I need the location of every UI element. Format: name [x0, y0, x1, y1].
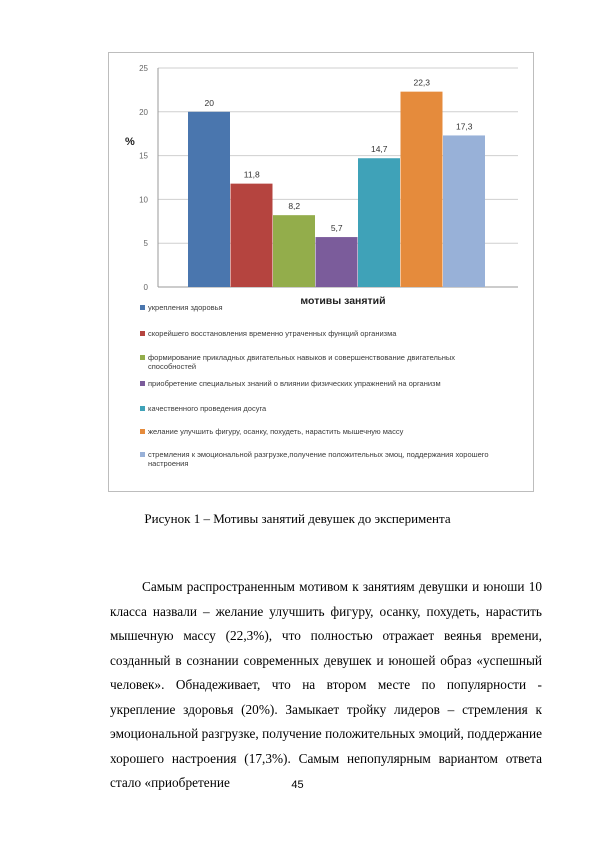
legend-label: качественного проведения досуга	[148, 404, 267, 413]
legend-swatch	[140, 355, 145, 360]
y-tick-label: 15	[139, 151, 148, 161]
y-tick-label: 0	[143, 283, 148, 292]
y-tick-label: 20	[139, 107, 148, 117]
bar-value-label: 22,3	[413, 77, 431, 88]
bar	[443, 135, 485, 287]
legend-swatch	[140, 452, 145, 457]
bar-value-label: 17,3	[455, 121, 473, 132]
bar-value-label: 20	[204, 97, 214, 108]
legend-swatch	[140, 381, 145, 386]
y-tick-label: 5	[143, 239, 148, 249]
legend-label: укрепления здоровья	[148, 303, 223, 312]
bar-value-label: 11,8	[243, 169, 260, 180]
legend-swatch	[140, 406, 145, 411]
bar	[358, 158, 400, 287]
bar-value-label: 5,7	[330, 223, 343, 234]
legend-label: приобретение специальных знаний о влиянии физических упражнений на организм	[148, 379, 441, 388]
x-axis-label: мотивы занятий	[300, 295, 386, 307]
legend-label: желание улучшить фигуру, осанку, похудеть, нарастить мышечную массу	[148, 427, 404, 436]
bar	[273, 215, 315, 287]
y-tick-label: 10	[139, 195, 148, 205]
legend-label: скорейшего восстановления временно утраченных функций организма	[148, 329, 397, 338]
bar	[231, 184, 273, 287]
legend-swatch	[140, 331, 145, 336]
body-paragraph: Самым распространенным мотивом к занятиям девушки и юноши 10 класса назвали – желание улучшить фигуру, осанку, похудеть, нарастить мышечную массу (22,3%), что полностью отражает веянья времени, созданный в сознании современных девушек и юношей образ «успешный человек». Обнадеживает, что на втором месте по популярности - укрепление здоровья (20%). Замыкает тройку лидеров – стремления к эмоциональной разгрузке, получение положительных эмоций, поддержание хорошего настроения (17,3%). Самым непопулярным вариантом ответа стало «приобретение	[110, 579, 542, 790]
y-axis-label: %	[125, 136, 135, 148]
bar-value-label: 14,7	[370, 144, 388, 155]
bar	[401, 92, 443, 287]
legend-swatch	[140, 429, 145, 434]
legend-label: формирование прикладных двигательных навыков и совершенствование двигательных способностей	[148, 353, 456, 371]
y-tick-label: 25	[139, 64, 148, 73]
bar-value-label: 8,2	[288, 201, 301, 212]
legend-label: стремления к эмоциональной разгрузке,получение положительных эмоц, поддержания хорошего настроения	[148, 450, 489, 468]
figure-caption: Рисунок 1 – Мотивы занятий девушек до эксперимента	[144, 511, 451, 526]
page-number: 45	[291, 779, 304, 791]
legend-swatch	[140, 305, 145, 310]
bar	[188, 112, 230, 287]
bar	[316, 237, 358, 287]
